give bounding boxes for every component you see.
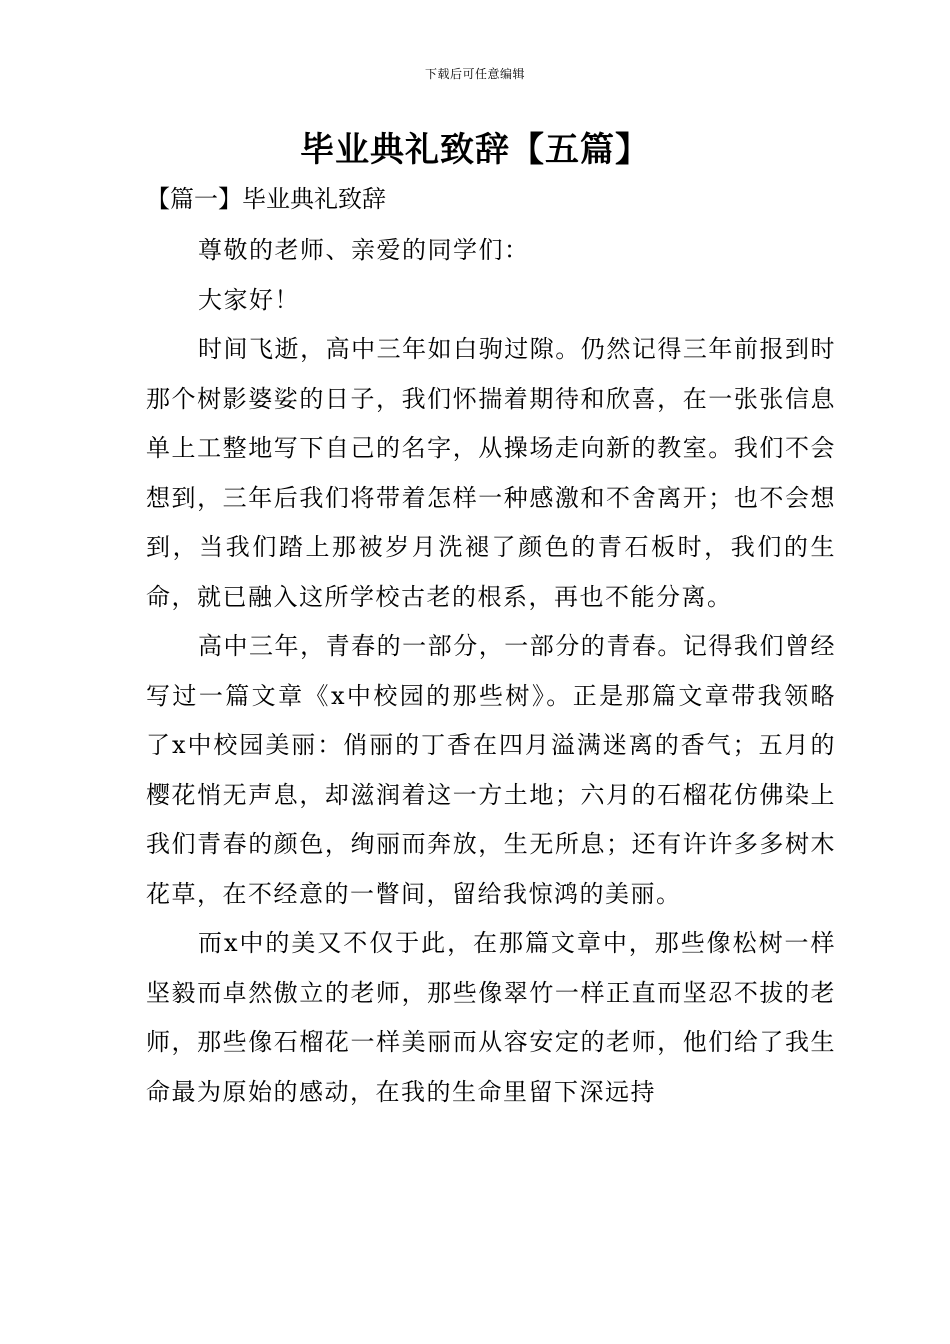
- body-paragraph: 高中三年，青春的一部分，一部分的青春。记得我们曾经写过一篇文章《x中校园的那些树》。正是那篇文章带我领略了x中校园美丽：俏丽的丁香在四月溢满迷离的香气；五月的樱花悄无声息，却滋润着这一方土地；六月的石榴花仿佛染上我们青春的颜色，绚丽而奔放，生无所息；还有许许多多树木花草，在不经意的一瞥间，留给我惊鸿的美丽。: [146, 632, 836, 908]
- body-paragraph: 而x中的美又不仅于此，在那篇文章中，那些像松树一样坚毅而卓然傲立的老师，那些像翠竹一样正直而坚忍不拔的老师，那些像石榴花一样美丽而从容安定的老师，他们给了我生命最为原始的感动，在我的生命里留下深远持: [146, 929, 836, 1106]
- salutation-paragraph: 尊敬的老师、亲爱的同学们：: [198, 236, 530, 264]
- body-paragraph: 时间飞逝，高中三年如白驹过隙。仍然记得三年前报到时那个树影婆娑的日子，我们怀揣着期待和欣喜，在一张张信息单上工整地写下自己的名字，从操场走向新的教室。我们不会想到，三年后我们将带着怎样一种感激和不舍离开；也不会想到，当我们踏上那被岁月洗褪了颜色的青石板时，我们的生命，就已融入这所学校古老的根系，再也不能分离。: [146, 335, 836, 611]
- document-title: 毕业典礼致辞【五篇】: [300, 130, 650, 170]
- section-heading: 【篇一】毕业典礼致辞: [146, 185, 386, 213]
- greeting-paragraph: 大家好！: [198, 285, 300, 314]
- page-header-note: 下载后可任意编辑: [424, 67, 525, 81]
- document-body: [146, 226, 836, 1117]
